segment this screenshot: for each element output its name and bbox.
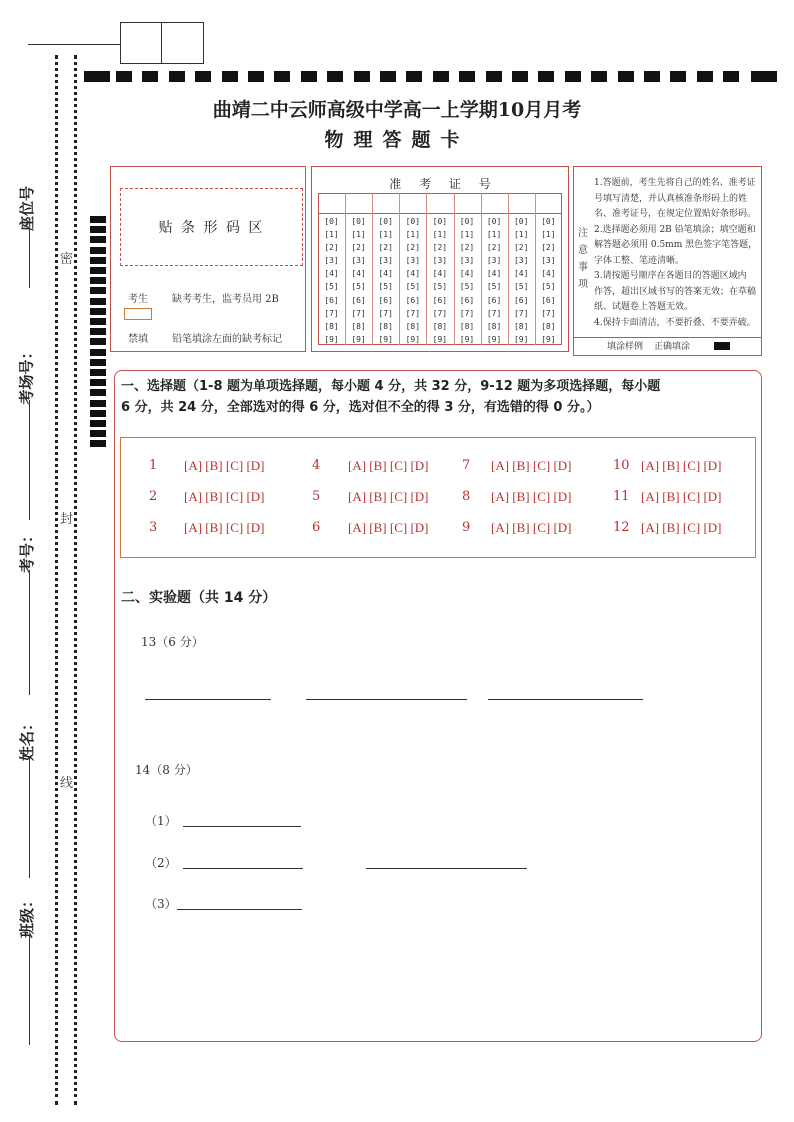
ticket-digit-bubble[interactable]: [5] xyxy=(351,282,366,292)
exam-number-label: 考号： xyxy=(18,527,37,574)
timing-mark xyxy=(90,440,106,447)
ticket-digit-bubble[interactable]: [9] xyxy=(513,334,529,344)
timing-mark xyxy=(90,359,106,366)
corner-box-divider xyxy=(161,22,162,64)
timing-mark xyxy=(327,71,343,82)
ticket-digit-bubble[interactable]: [3] xyxy=(541,256,556,266)
ticket-digit-bubble[interactable]: [2] xyxy=(405,243,421,253)
timing-mark xyxy=(90,328,106,335)
timing-mark xyxy=(90,400,106,407)
choice-q2-number: 2 xyxy=(149,489,158,504)
ticket-digit-column[interactable] xyxy=(482,215,506,346)
timing-mark xyxy=(380,71,396,82)
choice-q4-options[interactable]: [A] [B] [C] [D] xyxy=(348,458,429,473)
q14-label: 14（8 分） xyxy=(135,763,198,777)
ticket-digit-bubble[interactable]: [0] xyxy=(351,217,366,226)
ticket-digit-bubble[interactable]: [4] xyxy=(459,269,475,279)
seal-char-xian: 线 xyxy=(60,776,74,791)
ticket-digit-bubble[interactable]: [9] xyxy=(486,334,502,344)
ticket-digit-bubble[interactable]: [8] xyxy=(405,321,421,331)
timing-mark xyxy=(169,71,185,82)
q14-sub3-label: （3） xyxy=(145,897,177,911)
ticket-digit-bubble[interactable]: [4] xyxy=(378,269,393,279)
ticket-digit-bubble[interactable]: [0] xyxy=(486,217,502,226)
ticket-digit-bubble[interactable]: [2] xyxy=(513,243,529,253)
choice-q5-options[interactable]: [A] [B] [C] [D] xyxy=(348,489,429,504)
barcode-area-label: 贴 条 形 码 区 xyxy=(158,220,265,236)
page-subtitle: 物理答题卡 xyxy=(324,129,470,151)
timing-mark xyxy=(486,71,502,82)
choice-q2-options[interactable]: [A] [B] [C] [D] xyxy=(184,489,265,504)
timing-mark xyxy=(90,236,106,243)
timing-mark xyxy=(90,277,106,284)
ticket-digit-bubble[interactable]: [8] xyxy=(459,321,475,331)
ticket-digit-bubble[interactable]: [9] xyxy=(541,334,556,344)
timing-mark xyxy=(90,308,106,315)
choice-q8-options[interactable]: [A] [B] [C] [D] xyxy=(491,489,572,504)
ticket-title: 准 考 证 号 xyxy=(389,177,491,191)
ticket-digit-bubble[interactable]: [2] xyxy=(324,243,339,253)
choice-q10-number: 10 xyxy=(613,458,630,473)
seat-line[interactable] xyxy=(29,228,30,288)
ticket-digit-bubble[interactable]: [7] xyxy=(324,308,339,318)
timing-mark xyxy=(90,298,106,305)
q13-answer-line-2[interactable] xyxy=(306,699,467,700)
ticket-digit-bubble[interactable]: [7] xyxy=(351,308,366,318)
ticket-digit-bubble[interactable]: [6] xyxy=(378,295,393,305)
ticket-digit-bubble[interactable]: [1] xyxy=(432,230,448,240)
ticket-digit-bubble[interactable]: [9] xyxy=(378,334,393,344)
section1-heading-line1: 一、选择题（1-8 题为单项选择题，每小题 4 分，共 32 分，9-12 题为多项选择题，每小题 xyxy=(121,379,661,394)
timing-mark xyxy=(90,287,106,294)
ticket-grid-header-rule xyxy=(318,213,562,214)
ticket-digit-bubble[interactable]: [3] xyxy=(324,256,339,266)
ticket-digit-bubble[interactable]: [9] xyxy=(432,334,448,344)
binding-dotline-right xyxy=(74,55,77,1105)
ticket-digit-bubble[interactable]: [3] xyxy=(459,256,475,266)
seal-char-mi: 密 xyxy=(60,252,74,267)
timing-mark xyxy=(301,71,317,82)
ticket-digit-bubble[interactable]: [5] xyxy=(405,282,421,292)
ticket-digit-bubble[interactable]: [6] xyxy=(351,295,366,305)
ticket-digit-bubble[interactable]: [0] xyxy=(405,217,421,226)
name-line[interactable] xyxy=(29,758,30,878)
q14-sub2-line-2[interactable] xyxy=(366,868,527,869)
name-label: 姓名： xyxy=(18,715,37,762)
ticket-digit-bubble[interactable]: [1] xyxy=(513,230,529,240)
timing-mark xyxy=(90,389,106,396)
class-line[interactable] xyxy=(29,935,30,1045)
timing-mark xyxy=(90,338,106,345)
ticket-digit-bubble[interactable]: [2] xyxy=(541,243,556,253)
ticket-digit-column[interactable] xyxy=(455,215,479,346)
timing-mark xyxy=(90,369,106,376)
correct-fill-sample xyxy=(714,342,730,350)
ticket-digit-bubble[interactable]: [1] xyxy=(405,230,421,240)
ticket-digit-bubble[interactable]: [1] xyxy=(486,230,502,240)
timing-mark xyxy=(697,71,713,82)
timing-mark xyxy=(84,71,110,82)
timing-mark xyxy=(90,247,106,254)
ticket-digit-bubble[interactable]: [8] xyxy=(324,321,339,331)
correct-label: 正确填涂 xyxy=(654,342,691,352)
ticket-digit-bubble[interactable]: [5] xyxy=(541,282,556,292)
timing-mark xyxy=(354,71,370,82)
choice-q4-number: 4 xyxy=(312,458,321,473)
timing-mark xyxy=(459,71,475,82)
ticket-digit-bubble[interactable]: [0] xyxy=(324,217,339,226)
ticket-digit-bubble[interactable]: [0] xyxy=(541,217,556,226)
ticket-digit-bubble[interactable]: [8] xyxy=(486,321,502,331)
timing-mark xyxy=(90,420,106,427)
ticket-digit-bubble[interactable]: [1] xyxy=(541,230,556,240)
timing-mark xyxy=(90,226,106,233)
ticket-digit-bubble[interactable]: [2] xyxy=(378,243,393,253)
timing-mark xyxy=(116,71,132,82)
ticket-digit-bubble[interactable]: [6] xyxy=(324,295,339,305)
ticket-digit-bubble[interactable]: [7] xyxy=(541,308,556,318)
ticket-digit-column[interactable] xyxy=(320,215,344,346)
choice-q12-options[interactable]: [A] [B] [C] [D] xyxy=(641,520,722,535)
choice-q5-number: 5 xyxy=(312,489,321,504)
ticket-digit-bubble[interactable]: [4] xyxy=(351,269,366,279)
ticket-digit-bubble[interactable]: [3] xyxy=(432,256,448,266)
ticket-digit-bubble[interactable]: [1] xyxy=(351,230,366,240)
ticket-digit-bubble[interactable]: [9] xyxy=(405,334,421,344)
ticket-digit-bubble[interactable]: [6] xyxy=(486,295,502,305)
timing-mark xyxy=(751,71,777,82)
choice-q11-options[interactable]: [A] [B] [C] [D] xyxy=(641,489,722,504)
choice-q7-options[interactable]: [A] [B] [C] [D] xyxy=(491,458,572,473)
ticket-digit-bubble[interactable]: [4] xyxy=(405,269,421,279)
ticket-digit-bubble[interactable]: [4] xyxy=(513,269,529,279)
timing-mark xyxy=(90,267,106,274)
page-title: 曲靖二中云师高级中学高一上学期10月月考 xyxy=(212,99,582,121)
timing-mark xyxy=(90,379,106,386)
absent-text: 缺考考生，监考员用 2B xyxy=(172,294,279,305)
ticket-digit-bubble[interactable]: [3] xyxy=(378,256,393,266)
ticket-digit-bubble[interactable]: [3] xyxy=(486,256,502,266)
ticket-digit-column[interactable] xyxy=(347,215,371,346)
ticket-digit-bubble[interactable]: [5] xyxy=(459,282,475,292)
ticket-digit-bubble[interactable]: [2] xyxy=(351,243,366,253)
choice-q3-options[interactable]: [A] [B] [C] [D] xyxy=(184,520,265,535)
seat-label: 座位号 xyxy=(18,185,37,232)
timing-mark xyxy=(723,71,739,82)
choice-q6-number: 6 xyxy=(312,520,321,535)
ticket-digit-bubble[interactable]: [4] xyxy=(541,269,556,279)
ticket-digit-bubble[interactable]: [8] xyxy=(432,321,448,331)
ticket-digit-bubble[interactable]: [9] xyxy=(351,334,366,344)
timing-mark xyxy=(565,71,581,82)
ticket-digit-bubble[interactable]: [3] xyxy=(405,256,421,266)
choice-q8-number: 8 xyxy=(462,489,471,504)
choice-q3-number: 3 xyxy=(149,520,158,535)
ticket-digit-bubble[interactable]: [4] xyxy=(486,269,502,279)
q14-sub3-line[interactable] xyxy=(177,909,302,910)
choice-q10-options[interactable]: [A] [B] [C] [D] xyxy=(641,458,722,473)
timing-mark xyxy=(142,71,158,82)
q14-sub2-label: （2） xyxy=(145,856,177,870)
section1-heading-line2: 6 分，共 24 分，全部选对的得 6 分，选对但不全的得 3 分，有选错的得 0 分。） xyxy=(121,400,600,415)
timing-mark xyxy=(90,318,106,325)
choice-q7-number: 7 xyxy=(462,458,471,473)
ticket-digit-bubble[interactable]: [8] xyxy=(541,321,556,331)
ticket-digit-bubble[interactable]: [7] xyxy=(378,308,393,318)
ticket-digit-bubble[interactable]: [6] xyxy=(432,295,448,305)
choice-q1-options[interactable]: [A] [B] [C] [D] xyxy=(184,458,265,473)
ticket-digit-bubble[interactable]: [0] xyxy=(378,217,393,226)
ticket-digit-column[interactable] xyxy=(509,215,533,346)
seal-char-feng: 封 xyxy=(60,512,74,527)
timing-mark xyxy=(618,71,634,82)
q13-label: 13（6 分） xyxy=(141,635,204,649)
ticket-digit-bubble[interactable]: [5] xyxy=(513,282,529,292)
notes-label: 注 意 事 项 xyxy=(578,228,588,290)
section2-heading: 二、实验题（共 14 分） xyxy=(121,590,277,606)
ticket-digit-bubble[interactable]: [7] xyxy=(432,308,448,318)
ticket-digit-bubble[interactable]: [1] xyxy=(459,230,475,240)
ticket-digit-bubble[interactable]: [7] xyxy=(459,308,475,318)
ticket-digit-column[interactable] xyxy=(428,215,452,346)
forbid-label: 禁填 xyxy=(128,334,148,345)
notes-sample-rule xyxy=(573,337,762,338)
choice-q1-number: 1 xyxy=(149,458,158,473)
ticket-digit-bubble[interactable]: [8] xyxy=(513,321,529,331)
q14-sub1-line[interactable] xyxy=(183,826,301,827)
ticket-digit-bubble[interactable]: [2] xyxy=(459,243,475,253)
timing-mark xyxy=(538,71,554,82)
timing-mark xyxy=(512,71,528,82)
ticket-digit-bubble[interactable]: [5] xyxy=(378,282,393,292)
q13-answer-line-1[interactable] xyxy=(145,699,271,700)
choice-q9-options[interactable]: [A] [B] [C] [D] xyxy=(491,520,572,535)
timing-mark xyxy=(406,71,422,82)
timing-mark xyxy=(90,349,106,356)
ticket-digit-bubble[interactable]: [5] xyxy=(486,282,502,292)
ticket-digit-bubble[interactable]: [4] xyxy=(324,269,339,279)
ticket-digit-bubble[interactable]: [4] xyxy=(432,269,448,279)
ticket-digit-bubble[interactable]: [6] xyxy=(405,295,421,305)
ticket-digit-bubble[interactable]: [8] xyxy=(378,321,393,331)
ticket-digit-bubble[interactable]: [7] xyxy=(486,308,502,318)
timing-mark xyxy=(90,257,106,264)
ticket-digit-column[interactable] xyxy=(536,215,560,346)
exam-room-line[interactable] xyxy=(29,400,30,520)
class-label: 班级： xyxy=(18,892,37,939)
q14-sub2-line-1[interactable] xyxy=(183,868,303,869)
ticket-digit-bubble[interactable]: [7] xyxy=(513,308,529,318)
ticket-digit-bubble[interactable]: [6] xyxy=(513,295,529,305)
timing-mark xyxy=(195,71,211,82)
q14-sub1-label: （1） xyxy=(145,814,177,828)
ticket-digit-bubble[interactable]: [0] xyxy=(459,217,475,226)
exam-number-line[interactable] xyxy=(29,570,30,695)
timing-mark xyxy=(644,71,660,82)
sample-label: 填涂样例 xyxy=(607,342,644,352)
timing-mark xyxy=(222,71,238,82)
ticket-digit-bubble[interactable]: [0] xyxy=(513,217,529,226)
ticket-digit-column[interactable] xyxy=(401,215,425,346)
ticket-digit-bubble[interactable]: [9] xyxy=(324,334,339,344)
ticket-digit-bubble[interactable]: [7] xyxy=(405,308,421,318)
timing-mark xyxy=(274,71,290,82)
timing-mark xyxy=(591,71,607,82)
ticket-digit-bubble[interactable]: [1] xyxy=(324,230,339,240)
ticket-digit-column[interactable] xyxy=(374,215,398,346)
timing-mark xyxy=(90,216,106,223)
ticket-digit-bubble[interactable]: [1] xyxy=(378,230,393,240)
ticket-digit-bubble[interactable]: [2] xyxy=(432,243,448,253)
ticket-digit-bubble[interactable]: [2] xyxy=(486,243,502,253)
choice-q9-number: 9 xyxy=(462,520,471,535)
timing-mark xyxy=(670,71,686,82)
ticket-digit-bubble[interactable]: [3] xyxy=(513,256,529,266)
ticket-digit-bubble[interactable]: [8] xyxy=(351,321,366,331)
choice-q11-number: 11 xyxy=(613,489,630,504)
ticket-digit-bubble[interactable]: [5] xyxy=(432,282,448,292)
q13-answer-line-3[interactable] xyxy=(488,699,643,700)
ticket-digit-bubble[interactable]: [6] xyxy=(541,295,556,305)
ticket-digit-bubble[interactable]: [0] xyxy=(432,217,448,226)
absent-label: 考生 xyxy=(128,294,148,305)
timing-mark xyxy=(248,71,264,82)
timing-mark xyxy=(90,410,106,417)
binding-dotline-left xyxy=(55,55,58,1105)
choice-q12-number: 12 xyxy=(613,520,630,535)
choice-q6-options[interactable]: [A] [B] [C] [D] xyxy=(348,520,429,535)
ticket-digit-bubble[interactable]: [3] xyxy=(351,256,366,266)
timing-mark xyxy=(90,430,106,437)
timing-mark xyxy=(433,71,449,82)
forbid-text: 铅笔填涂左面的缺考标记 xyxy=(172,334,282,345)
ticket-digit-bubble[interactable]: [6] xyxy=(459,295,475,305)
absent-mark-box[interactable] xyxy=(124,308,152,320)
ticket-digit-bubble[interactable]: [5] xyxy=(324,282,339,292)
top-rule xyxy=(28,44,120,45)
corner-box xyxy=(120,22,204,64)
exam-room-label: 考场号： xyxy=(17,344,36,405)
notes-text: 1.答题前，考生先将自己的姓名、准考证 号填写清楚，并认真核准条形码上的姓 名、准考证号，在规定位置贴好条形码。 2.选择题必须用 2B 铅笔填涂；填空题和 解答题必须用 0.5mm 黑色签字笔答题， 字体工整、笔迹清晰。 3.请按题号顺序在各题目的答题区域内 作答，超出区域书写的答案无效；在草稿 纸、试题卷上答题无效。 4.保持卡面清洁，不要折叠、不要弄破。 xyxy=(594,178,758,328)
ticket-digit-bubble[interactable]: [9] xyxy=(459,334,475,344)
